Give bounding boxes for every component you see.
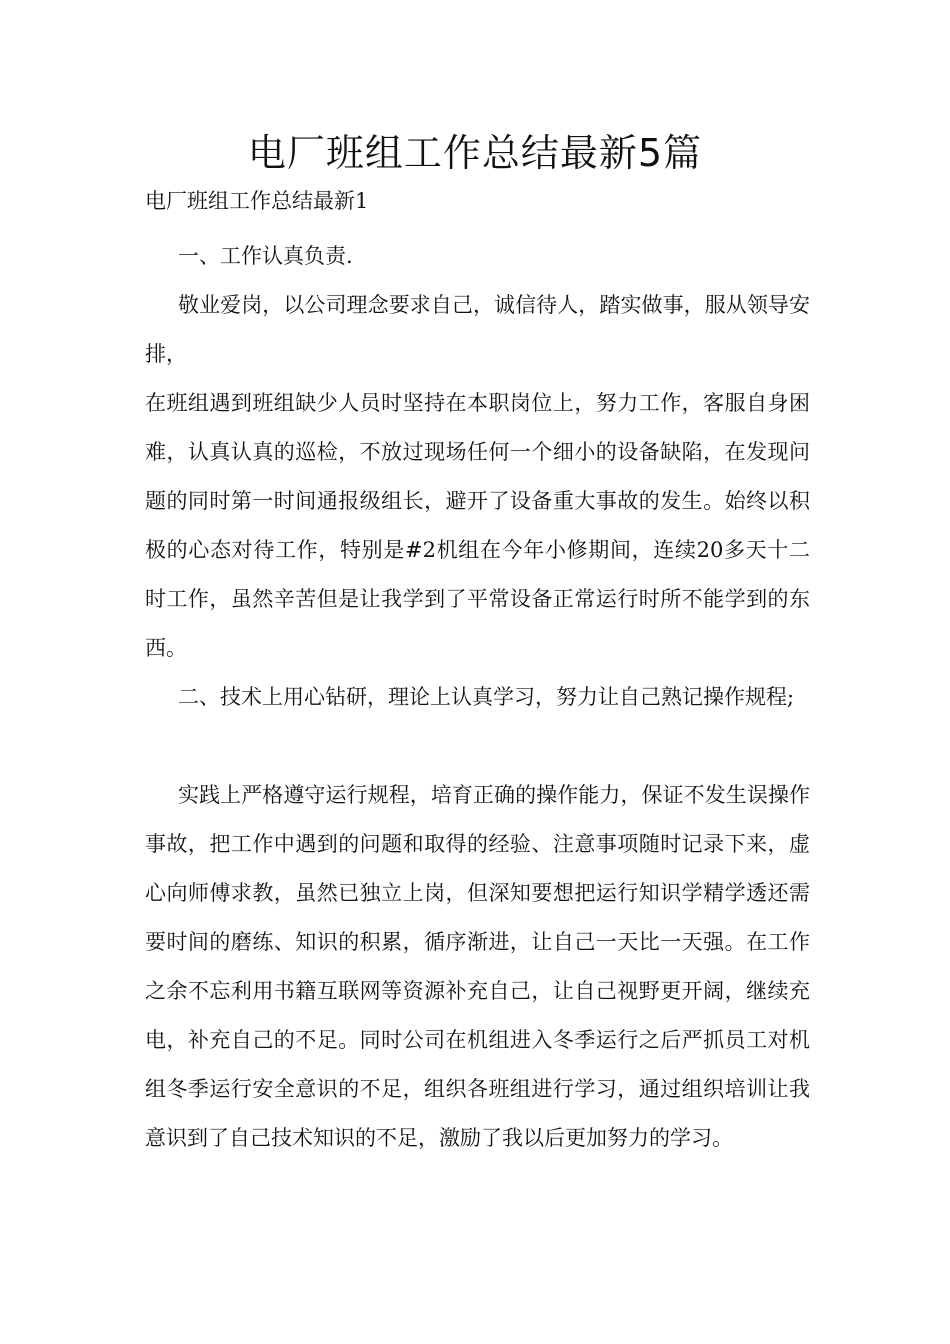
section-heading: 电厂班组工作总结最新1 [145, 189, 369, 213]
document-title: 电厂班组工作总结最新5篇 [247, 131, 703, 175]
paragraph-practice: 实践上严格遵守运行规程，培育正确的操作能力，保证不发生误操作事故，把工作中遇到的问题和取得的经验、注意事项随时记录下来，虚心向师傅求教，虽然已独立上岗，但深知要想把运行知识学精学透还需要时间的磨练、知识的积累，循序渐进，让自己一天比一天强。在工作之余不忘利用书籍互联网等资源补充自己，让自己视野更开阔，继续充电，补充自己的不足。同时公司在机组进入冬季运行之后严抓员工对机组冬季运行安全意识的不足，组织各班组进行学习，通过组织培训让我意识到了自己技术知识的不足，激励了我以后更加努力的学习。 [145, 783, 810, 1150]
paragraph-technical-study: 二、技术上用心钻研，理论上认真学习，努力让自己熟记操作规程; [178, 685, 795, 709]
paragraph-dedication: 敬业爱岗，以公司理念要求自己，诚信待人，踏实做事，服从领导安排， [145, 293, 810, 366]
paragraph-work-responsibility: 一、工作认真负责. [178, 244, 353, 268]
paragraph-team-shortage: 在班组遇到班组缺少人员时坚持在本职岗位上，努力工作，客服自身困难，认真认真的巡检，不放过现场任何一个细小的设备缺陷，在发现问题的同时第一时间通报级组长，避开了设备重大事故的发生。始终以积极的心态对待工作，特别是#2机组在今年小修期间，连续20多天十二时工作，虽然辛苦但是让我学到了平常设备正常运行时所不能学到的东西。 [145, 391, 810, 660]
